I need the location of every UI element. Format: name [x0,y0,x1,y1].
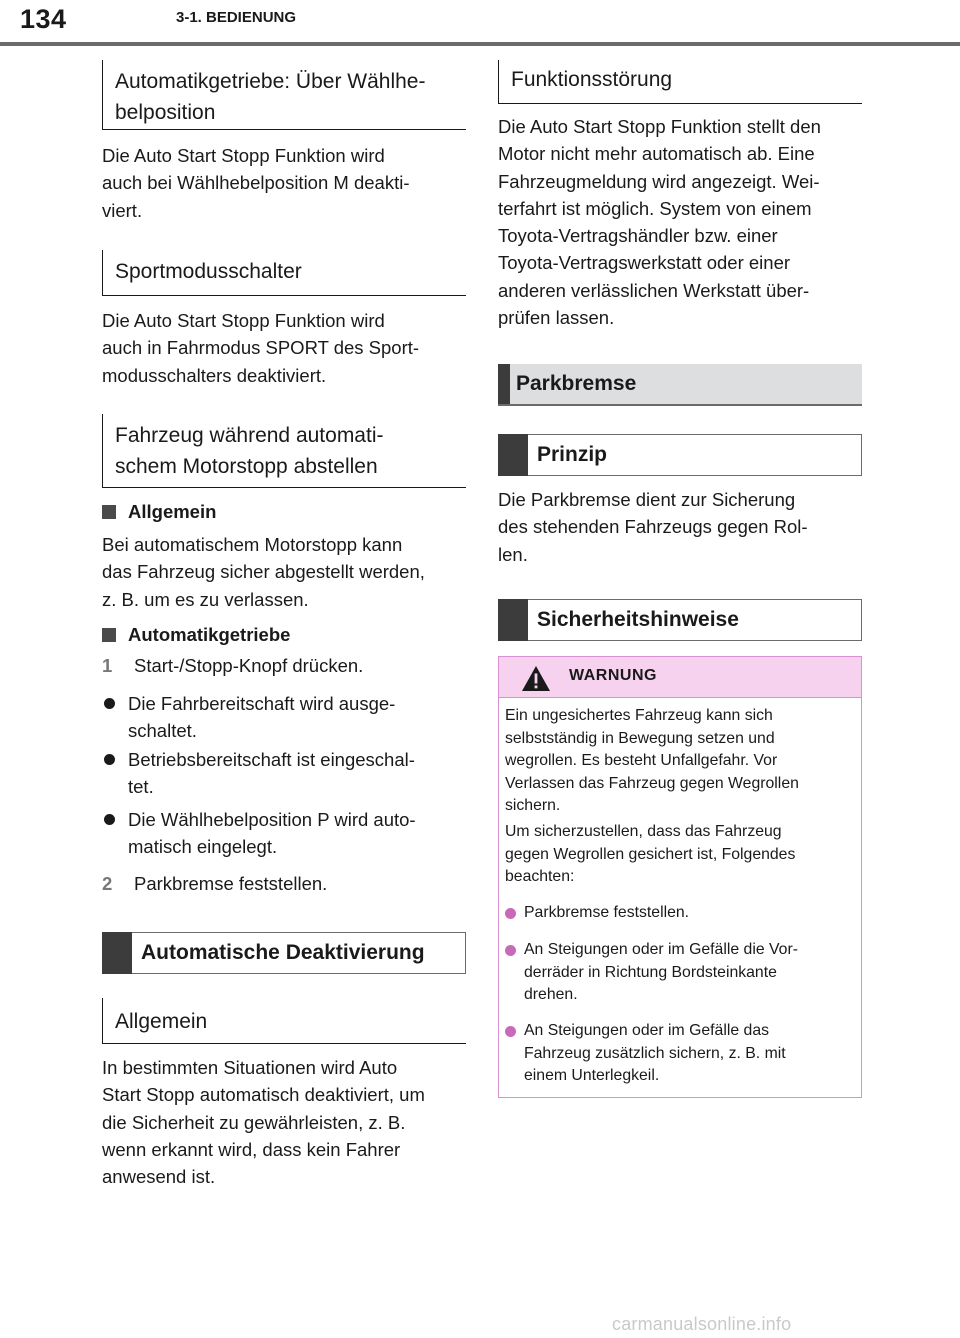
warning-triangle-icon [521,665,551,692]
warning-list-item: An Steigungen oder im Gefälle das Fahrzeug zusätzlich sichern, z. B. mit einem Unterlegkeil. [505,1020,855,1088]
heading-tab [498,599,528,641]
list-item: Die Fahrbereitschaft wird ausge- schaltet. [102,690,466,745]
paragraph-sportmodus: Die Auto Start Stopp Funktion wird auch in Fahrmodus SPORT des Sport- modusschalters deaktiviert. [102,310,420,386]
chapter-title: 3-1. BEDIENUNG [176,9,297,26]
paragraph-funktionsstoerung: Die Auto Start Stopp Funktion stellt den Motor nicht mehr automatisch ab. Eine Fahrzeugmeldung wird angezeigt. Wei- terfahrt ist möglich. System von einem Toyota-Vertragshändler bzw. einer Toyota-Vertragswerkstatt oder einer anderen verlässlichen Werkstatt über- prüfen lassen. [498,116,821,329]
paragraph-deaktivierung: In bestimmten Situationen wird Auto Start Stopp automatisch deaktiviert, um die Sicherheit zu gewährleisten, z. B. wenn erkannt wird, dass kein Fahrer anwesend ist. [102,1057,425,1188]
bullet-dot-icon [104,814,115,825]
watermark: carmanualsonline.info [612,1314,792,1334]
heading-sportmodusschalter: Sportmodusschalter [102,250,466,296]
step-number: 1 [102,655,113,676]
subheading-allgemein: Allgemein [102,498,466,525]
warning-paragraph: Ein ungesichertes Fahrzeug kann sich selbstständig in Bewegung setzen und wegrollen. Es besteht Unfallgefahr. Vor Verlassen das Fahrzeug gegen Wegrollen sichern. [505,707,799,815]
paragraph-prinzip: Die Parkbremse dient zur Sicherung des stehenden Fahrzeugs gegen Rol- len. [498,489,808,565]
heading-tab [498,434,528,476]
bullet-dot-icon [104,698,115,709]
heading-wahlhebelposition: Automatikgetriebe: Über Wählhe- belposition [102,60,466,130]
section-heading-automatische-deaktivierung: Automatische Deaktivierung [102,932,466,974]
heading-tab [102,932,132,974]
warning-label: WARNUNG [569,667,657,684]
step-number: 2 [102,873,113,894]
list-item: Betriebsbereitschaft ist eingeschal- tet. [102,746,466,801]
warning-list-item: An Steigungen oder im Gefälle die Vor- derräder in Richtung Bordsteinkante drehen. [505,939,855,1007]
page-number: 134 [20,4,67,34]
bullet-dot-icon [505,1026,516,1037]
bullet-dot-icon [505,908,516,919]
step-2: 2 Parkbremse feststellen. [102,870,466,897]
square-bullet-icon [102,505,116,519]
bullet-dot-icon [505,945,516,956]
step-1: 1 Start-/Stopp-Knopf drücken. [102,652,466,679]
header-rule [0,42,960,46]
page-header [0,0,960,48]
list-item: Die Wählhebelposition P wird auto- matisch eingelegt. [102,806,466,861]
paragraph-wahlhebelposition: Die Auto Start Stopp Funktion wird auch bei Wählhebelposition M deakti- viert. [102,145,410,221]
heading-fahrzeug-abstellen: Fahrzeug während automati- schem Motorstopp abstellen [102,414,466,488]
heading-allgemein: Allgemein [102,998,466,1044]
subheading-automatikgetriebe: Automatikgetriebe [102,621,466,648]
warning-list-item: Parkbremse feststellen. [505,902,855,925]
heading-tab [498,364,510,404]
square-bullet-icon [102,628,116,642]
section-heading-sicherheitshinweise: Sicherheitshinweise [498,599,862,641]
warning-header [499,657,861,698]
section-heading-prinzip: Prinzip [498,434,862,476]
bullet-dot-icon [104,754,115,765]
warning-box [498,656,862,1098]
warning-paragraph: Um sicherzustellen, dass das Fahrzeug gegen Wegrollen gesichert ist, Folgendes beachten: [505,823,796,886]
paragraph-allgemein: Bei automatischem Motorstopp kann das Fahrzeug sicher abgestellt werden, z. B. um es zu verlassen. [102,534,425,610]
heading-funktionsstoerung: Funktionsstörung [498,60,862,104]
chapter-heading-parkbremse: Parkbremse [498,364,862,406]
